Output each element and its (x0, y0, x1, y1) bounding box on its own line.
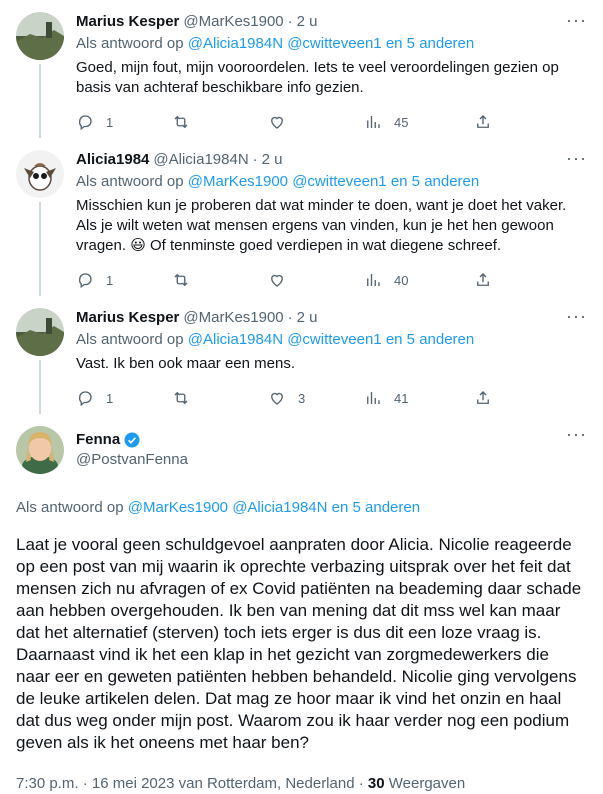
retweet-icon (172, 389, 190, 407)
retweet-button[interactable] (172, 113, 268, 131)
author-handle[interactable]: @Alicia1984N (153, 151, 249, 168)
views-count: 30 (367, 775, 385, 792)
thread-line (39, 360, 41, 414)
action-bar (76, 106, 587, 138)
action-bar (76, 382, 587, 414)
timestamp[interactable]: 2 u (296, 309, 318, 326)
reply-button[interactable] (76, 113, 172, 131)
author-name[interactable]: Marius Kesper (76, 13, 180, 30)
avatar[interactable] (16, 308, 64, 356)
share-button[interactable] (474, 389, 492, 407)
more-options-button[interactable]: ··· (566, 306, 587, 326)
mention-link[interactable]: @MarKes1900 (127, 499, 229, 516)
mention-link[interactable]: @Alicia1984N (187, 35, 284, 52)
more-options-button[interactable]: ··· (566, 424, 587, 444)
views-count: 45 (394, 114, 409, 130)
reply-context (16, 498, 587, 518)
like-button[interactable] (268, 113, 364, 131)
tweet-text: Goed, mijn fout, mijn vooroordelen. Iets te veel veroordelingen gezien op basis van achteraf beschikbare info gezien. (76, 59, 559, 96)
reply-prefix: Als antwoord op (76, 331, 184, 348)
mention-link[interactable]: @MarKes1900 (187, 173, 289, 190)
share-button[interactable] (474, 113, 492, 131)
separator: · (287, 13, 293, 30)
author-handle[interactable]: @PostvanFenna (76, 451, 188, 468)
tweet-text: Laat je vooral geen schuldgevoel aanpraten door Alicia. Nicolie reageerde op een post van mij waarin ik oprechte verbazing uitsprak over het feit dat mensen zich nu afvragen of ex Covid patiënten na beademing daar schade aan hebben overgehouden. Ik ben van mening dat dit mss wel kan maar dat het alternatief (sterven) toch iets erger is dus dit een loze vraag is. Daarnaast vind ik het een klap in het gezicht van zorgmedewerkers die naar eer en geweten patiënten hebben behandeld. Nicolie ging vervolgens de leuke artikelen delen. Dat mag ze hoor maar ik vind het onzin en haal dat dus weg onder mijn post. Waarom zou ik haar verder nog een podium geven als ik het oneens met haar ben? (16, 535, 582, 752)
views-button[interactable] (364, 389, 474, 407)
views-button[interactable] (364, 271, 474, 289)
thread-line (39, 64, 41, 138)
share-button[interactable] (474, 271, 492, 289)
separator: · (82, 775, 88, 792)
avatar[interactable] (16, 12, 64, 60)
author-handle[interactable]: @MarKes1900 (183, 13, 284, 30)
author-handle[interactable]: @MarKes1900 (183, 309, 284, 326)
others-link[interactable]: en 5 anderen (331, 499, 421, 516)
reply-context (76, 330, 587, 350)
retweet-button[interactable] (172, 389, 268, 407)
avatar[interactable] (16, 150, 64, 198)
views-button[interactable] (364, 113, 474, 131)
action-bar (76, 264, 587, 296)
author-name[interactable]: Marius Kesper (76, 309, 180, 326)
mention-link[interactable]: @cwitteveen1 (287, 35, 382, 52)
share-icon (474, 389, 492, 407)
reply-context (76, 34, 587, 54)
separator: · (252, 151, 258, 168)
like-button[interactable] (268, 271, 364, 289)
reply-prefix: Als antwoord op (16, 499, 124, 516)
views-count: 40 (394, 272, 409, 288)
tweet[interactable] (0, 296, 603, 414)
reply-prefix: Als antwoord op (76, 173, 184, 190)
reply-count: 1 (106, 114, 114, 130)
views-icon (364, 113, 382, 131)
reply-count: 1 (106, 272, 114, 288)
reply-button[interactable] (76, 271, 172, 289)
retweet-icon (172, 271, 190, 289)
views-count: 41 (394, 390, 409, 406)
others-link[interactable]: en 5 anderen (390, 173, 480, 190)
like-icon (268, 113, 286, 131)
mention-link[interactable]: @cwitteveen1 (287, 331, 382, 348)
like-button[interactable] (268, 389, 364, 407)
avatar[interactable] (16, 426, 64, 474)
author-name[interactable]: Fenna (76, 431, 121, 448)
mention-link[interactable]: @Alicia1984N (232, 499, 328, 516)
more-options-button[interactable]: ··· (566, 10, 587, 30)
separator: · (287, 309, 293, 326)
retweet-icon (172, 113, 190, 131)
reply-icon (76, 113, 94, 131)
retweet-button[interactable] (172, 271, 268, 289)
mention-link[interactable]: @Alicia1984N (187, 331, 284, 348)
like-icon (268, 389, 286, 407)
reply-count: 1 (106, 390, 114, 406)
reply-icon (76, 389, 94, 407)
timestamp[interactable]: 7:30 p.m. (16, 775, 79, 792)
like-count: 3 (298, 390, 306, 406)
focused-tweet (0, 414, 603, 794)
views-icon (364, 271, 382, 289)
verified-badge-icon (123, 431, 141, 449)
views-label: Weergaven (388, 775, 466, 792)
timestamp[interactable]: 2 u (296, 13, 318, 30)
tweet-text: Misschien kun je proberen dat wat minder te doen, want je doet het vaker. Als je wilt weten wat mensen ergens van vinden, kun je het hen gewoon vragen. 😃 Of tenminste goed verdiepen in wat diegene schreef. (76, 197, 567, 254)
separator: · (358, 775, 364, 792)
reply-prefix: Als antwoord op (76, 35, 184, 52)
tweet-meta (16, 774, 587, 794)
tweet[interactable] (0, 0, 603, 138)
views-icon (364, 389, 382, 407)
timestamp[interactable]: 2 u (261, 151, 283, 168)
mention-link[interactable]: @cwitteveen1 (292, 173, 387, 190)
reply-icon (76, 271, 94, 289)
author-name[interactable]: Alicia1984 (76, 151, 150, 168)
others-link[interactable]: en 5 anderen (385, 35, 475, 52)
tweet[interactable] (0, 138, 603, 296)
share-icon (474, 113, 492, 131)
tweet-text: Vast. Ik ben ook maar een mens. (76, 355, 296, 372)
others-link[interactable]: en 5 anderen (385, 331, 475, 348)
tweet-date-location[interactable]: 16 mei 2023 van Rotterdam, Nederland (91, 775, 355, 792)
reply-context (76, 172, 587, 192)
share-icon (474, 271, 492, 289)
more-options-button[interactable]: ··· (566, 148, 587, 168)
thread-line (39, 202, 41, 296)
reply-button[interactable] (76, 389, 172, 407)
like-icon (268, 271, 286, 289)
